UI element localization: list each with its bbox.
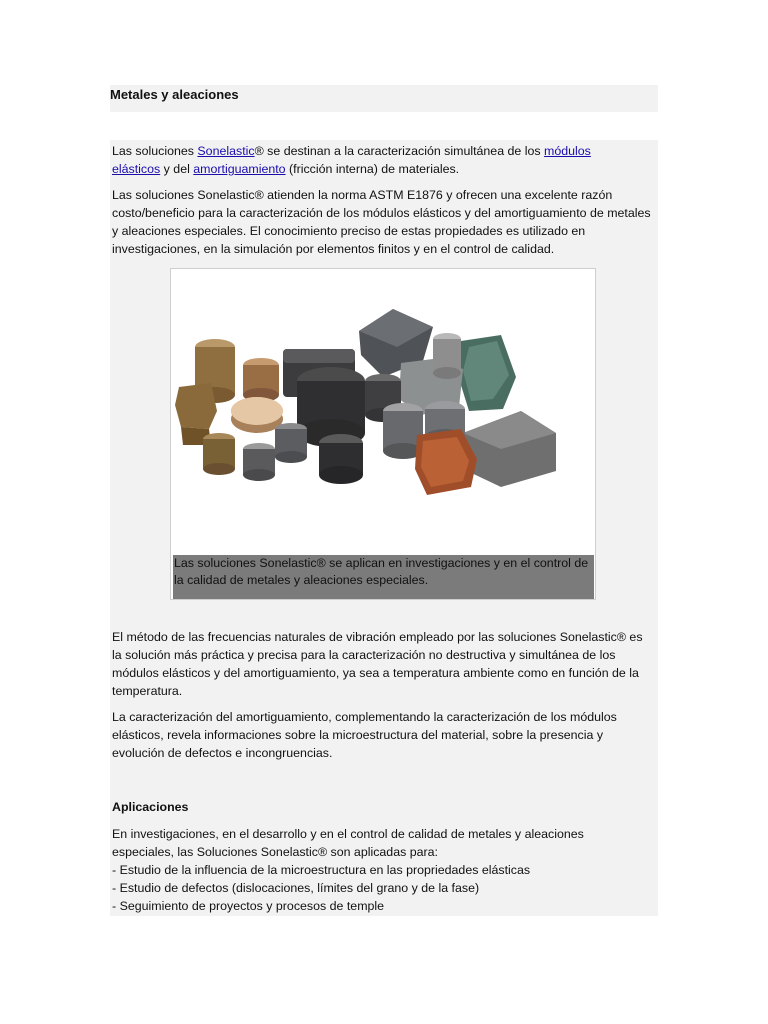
page-title: Metales y aleaciones (110, 87, 239, 102)
amortiguamiento-link[interactable]: amortiguamiento (193, 162, 286, 176)
intro-paragraph-2: Las soluciones Sonelastic® atienden la norma ASTM E1876 y ofrecen una excelente razón costo/beneficio para la caracterización de los módulos elásticos y del amortiguamiento de metales y aleaciones especiales. El conocimiento preciso de estas propiedades es utilizado en investigaciones, en la simulación por elementos finitos y en el control de calidad. (112, 188, 651, 256)
title-block (110, 85, 658, 112)
method-paragraph: El método de las frecuencias naturales de vibración empleado por las soluciones Sonelastic® es la solución más práctica y precisa para la caracterización no destructiva y simultánea de los módulos elásticos y del amortiguamiento, ya sea a temperatura ambiente como en función de la temperatura. (112, 630, 643, 698)
list-item: - Estudio de la influencia de la microestructura en las propriedades elásticas (112, 863, 531, 877)
intro-paragraph-1: Las soluciones Sonelastic® se destinan a la caracterización simultánea de los módulos elásticos y del amortiguamiento (fricción interna) de materiales. (112, 144, 591, 176)
applications-heading: Aplicaciones (112, 800, 189, 814)
damping-paragraph: La caracterización del amortiguamiento, complementando la caracterización de los módulos elásticos, revela informaciones sobre la microestructura del material, sobre la presencia y evolución de defectos e incongruencias. (112, 710, 617, 760)
modulos-elasticos-link[interactable]: módulos elásticos (112, 144, 591, 176)
figure (170, 268, 596, 600)
figure-caption: Las soluciones Sonelastic® se aplican en investigaciones y en el control de la calidad de metales y aleaciones especiales. (173, 555, 594, 599)
metal-samples-image (171, 269, 561, 547)
applications-intro: En investigaciones, en el desarrollo y en el control de calidad de metales y aleaciones especiales, las Soluciones Sonelastic® son aplicadas para: (112, 827, 584, 859)
applications-list (112, 861, 652, 915)
content-block (110, 140, 658, 916)
list-item: - Estudio de defectos (dislocaciones, límites del grano y de la fase) (112, 881, 480, 895)
list-item: - Seguimiento de proyectos y procesos de temple (112, 899, 385, 913)
sonelastic-link[interactable]: Sonelastic (197, 144, 255, 158)
